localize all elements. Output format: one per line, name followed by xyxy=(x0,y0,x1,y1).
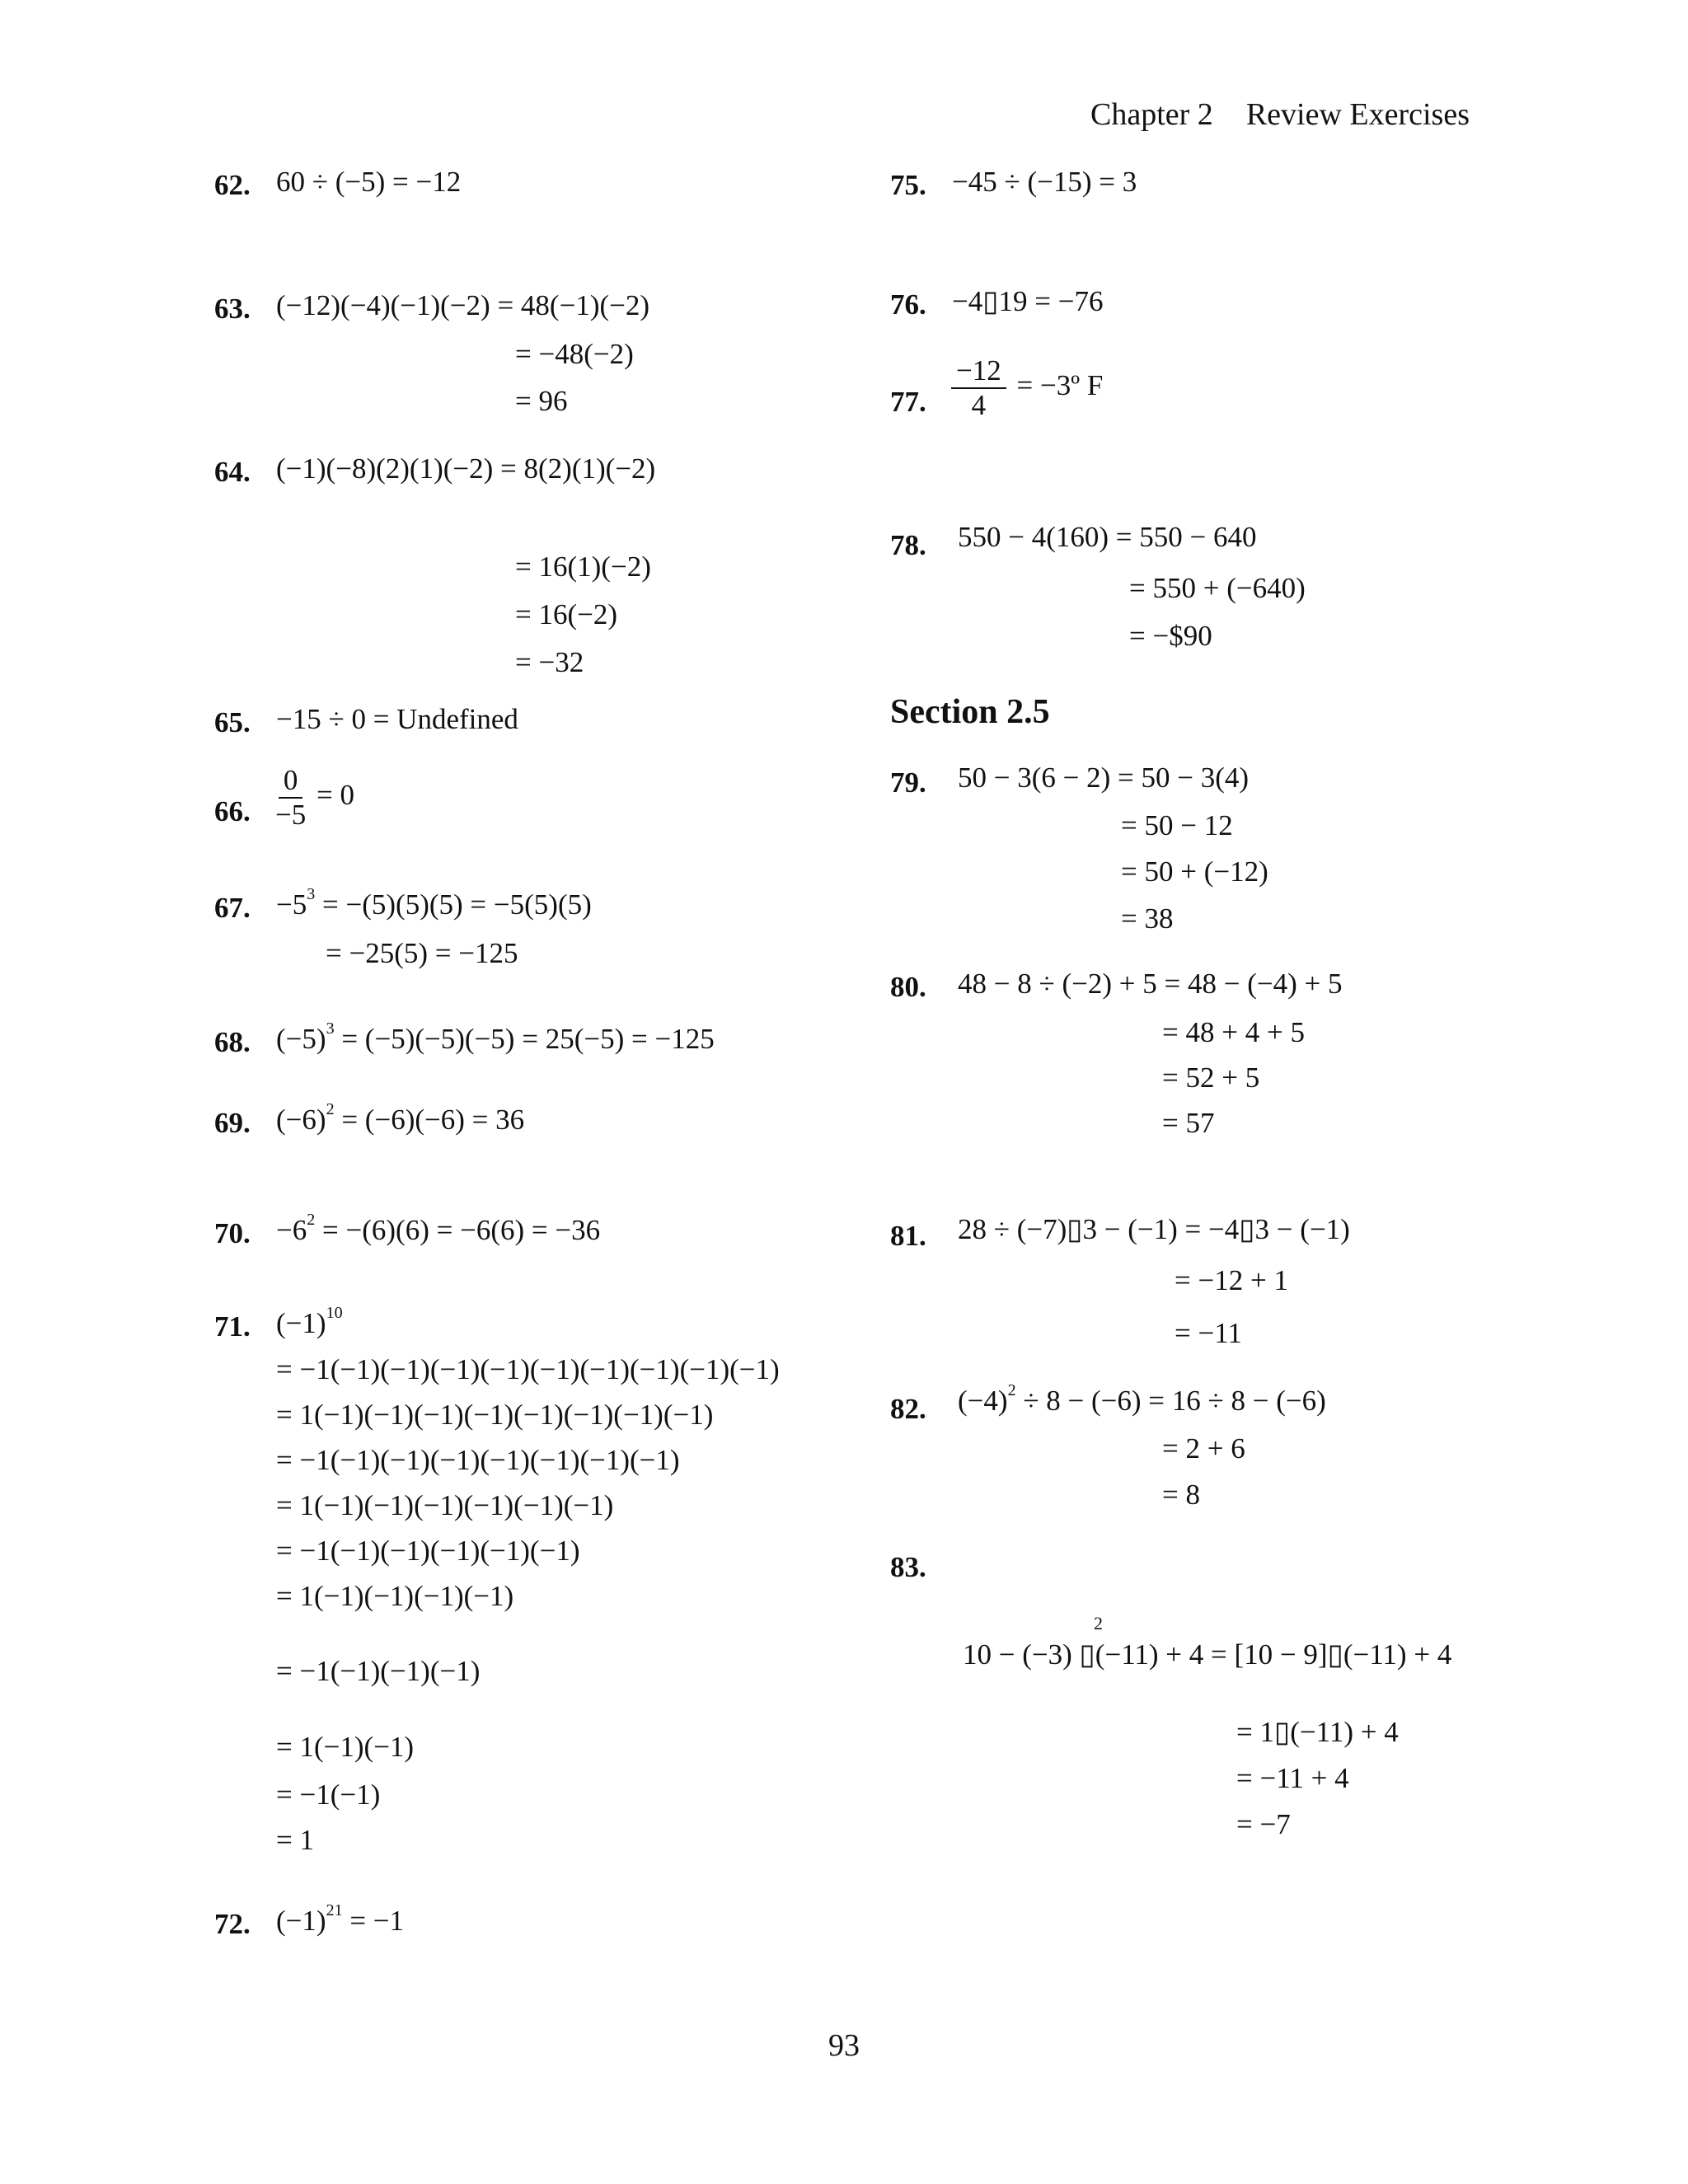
expression: (−12)(−4)(−1)(−2) = 48(−1)(−2) xyxy=(276,289,650,321)
step: = 1(−1)(−1) xyxy=(276,1731,415,1763)
problem-number: 68. xyxy=(214,1026,251,1058)
expression-rest: = −(6)(6) = −6(6) = −36 xyxy=(315,1214,601,1246)
base: (−1) xyxy=(276,1307,326,1339)
exponent: 2 xyxy=(1094,1613,1103,1633)
fraction xyxy=(951,354,1006,422)
fraction-result: = −3º F xyxy=(1016,369,1104,402)
fraction xyxy=(275,764,306,832)
exponent: 2 xyxy=(326,1100,335,1118)
problem-number: 62. xyxy=(214,169,251,201)
step: = 50 − 12 xyxy=(1121,809,1233,841)
step: = 38 xyxy=(1121,902,1174,935)
step: = −48(−2) xyxy=(515,338,634,370)
expression-rest: = (−6)(−6) = 36 xyxy=(334,1104,525,1136)
step: = 16(−2) xyxy=(515,598,618,630)
denominator: −5 xyxy=(275,799,307,831)
problem-number: 70. xyxy=(214,1217,251,1249)
problem-number: 63. xyxy=(214,293,251,325)
step: = 52 + 5 xyxy=(1162,1062,1260,1094)
step: = 57 xyxy=(1162,1107,1215,1139)
left-column xyxy=(214,0,841,2184)
section-title: Section 2.5 xyxy=(890,693,1050,731)
step: = 1▯(−11) + 4 xyxy=(1236,1716,1399,1748)
step: = −1(−1) xyxy=(276,1779,381,1811)
step: = 96 xyxy=(515,385,568,417)
problem-number: 64. xyxy=(214,456,251,488)
fraction-result: = 0 xyxy=(316,779,354,812)
problem-number: 77. xyxy=(890,386,926,418)
exponent: 3 xyxy=(307,885,316,903)
step: = −11 + 4 xyxy=(1236,1762,1349,1794)
expression xyxy=(276,1019,715,1060)
expression: −45 ÷ (−15) = 3 xyxy=(952,166,1137,198)
expression-rest: = (−5)(−5)(−5) = 25(−5) = −125 xyxy=(334,1023,715,1055)
problem-number: 69. xyxy=(214,1107,251,1139)
step: = −7 xyxy=(1236,1808,1291,1840)
base: (−4) xyxy=(958,1385,1008,1417)
step: = −12 + 1 xyxy=(1175,1264,1288,1296)
expression-rest: ÷ 8 − (−6) = 16 ÷ 8 − (−6) xyxy=(1015,1385,1326,1417)
problem-number: 78. xyxy=(890,529,926,561)
step: = 2 + 6 xyxy=(1162,1432,1245,1465)
base: −6 xyxy=(276,1214,307,1246)
step: = 1(−1)(−1)(−1)(−1)(−1)(−1) xyxy=(276,1489,614,1521)
expression: 48 − 8 ÷ (−2) + 5 = 48 − (−4) + 5 xyxy=(958,968,1343,1000)
expression xyxy=(276,1304,343,1344)
numerator: −12 xyxy=(951,354,1006,389)
expression: 550 − 4(160) = 550 − 640 xyxy=(958,521,1257,553)
expression: (−1)(−8)(2)(1)(−2) = 8(2)(1)(−2) xyxy=(276,452,656,485)
exponent: 2 xyxy=(1007,1381,1016,1399)
exponent: 10 xyxy=(326,1304,343,1322)
step: = 1(−1)(−1)(−1)(−1)(−1)(−1)(−1)(−1) xyxy=(276,1399,714,1431)
exponent: 2 xyxy=(307,1211,316,1229)
step: = 1(−1)(−1)(−1)(−1) xyxy=(276,1580,514,1612)
exponent: 3 xyxy=(326,1019,335,1038)
expression xyxy=(948,354,1103,422)
problem-number: 80. xyxy=(890,971,926,1003)
denominator: 4 xyxy=(971,389,987,421)
step: = 8 xyxy=(1162,1479,1200,1511)
problem-number: 79. xyxy=(890,766,926,799)
step: = −1(−1)(−1)(−1)(−1)(−1)(−1)(−1)(−1)(−1) xyxy=(276,1353,780,1385)
step: = −1(−1)(−1)(−1)(−1)(−1) xyxy=(276,1535,580,1567)
problem-number: 65. xyxy=(214,706,251,738)
expression xyxy=(276,885,592,926)
expression: 50 − 3(6 − 2) = 50 − 3(4) xyxy=(958,762,1250,794)
expression xyxy=(276,1211,601,1251)
expression-rest: = −(5)(5)(5) = −5(5)(5) xyxy=(315,888,592,921)
expression: 10 − (−3) ▯(−11) + 4 = [10 − 9]▯(−11) + 4 xyxy=(963,1638,1452,1671)
base: (−5) xyxy=(276,1023,326,1055)
expression: −15 ÷ 0 = Undefined xyxy=(276,703,518,735)
expression xyxy=(276,1901,405,1942)
base: (−6) xyxy=(276,1104,326,1136)
problem-number: 83. xyxy=(890,1551,926,1583)
page-number: 93 xyxy=(828,2028,860,2063)
problem-number: 67. xyxy=(214,892,251,924)
step: = −1(−1)(−1)(−1)(−1)(−1)(−1)(−1) xyxy=(276,1444,680,1476)
header-chapter: Chapter 2 xyxy=(1090,97,1213,132)
base: −5 xyxy=(276,888,307,921)
problem-number: 66. xyxy=(214,795,251,827)
right-column xyxy=(890,0,1517,2184)
step: = 50 + (−12) xyxy=(1121,855,1268,888)
step: = 16(1)(−2) xyxy=(515,551,651,583)
exponent: 21 xyxy=(326,1901,343,1919)
problem-number: 71. xyxy=(214,1310,251,1343)
step: = 1 xyxy=(276,1824,314,1856)
expression: 60 ÷ (−5) = −12 xyxy=(276,166,462,198)
expression: −4▯19 = −76 xyxy=(952,285,1104,317)
problem-number: 76. xyxy=(890,288,926,321)
expression xyxy=(272,764,354,832)
step: = −32 xyxy=(515,646,584,678)
step: = 550 + (−640) xyxy=(1129,572,1306,604)
problem-number: 82. xyxy=(890,1393,926,1425)
expression-rest: = −1 xyxy=(342,1905,405,1937)
expression: 28 ÷ (−7)▯3 − (−1) = −4▯3 − (−1) xyxy=(958,1213,1350,1245)
step: = −$90 xyxy=(1129,620,1212,652)
header-title: Review Exercises xyxy=(1245,97,1470,132)
step: = −25(5) = −125 xyxy=(326,937,518,969)
expression xyxy=(276,1100,525,1141)
expression xyxy=(958,1381,1326,1422)
step: = 48 + 4 + 5 xyxy=(1162,1016,1305,1048)
problem-number: 75. xyxy=(890,169,926,201)
problem-number: 72. xyxy=(214,1908,251,1940)
numerator: 0 xyxy=(279,764,303,799)
base: (−1) xyxy=(276,1905,326,1937)
step: = −1(−1)(−1)(−1) xyxy=(276,1655,481,1687)
step: = −11 xyxy=(1175,1317,1242,1349)
problem-number: 81. xyxy=(890,1220,926,1252)
